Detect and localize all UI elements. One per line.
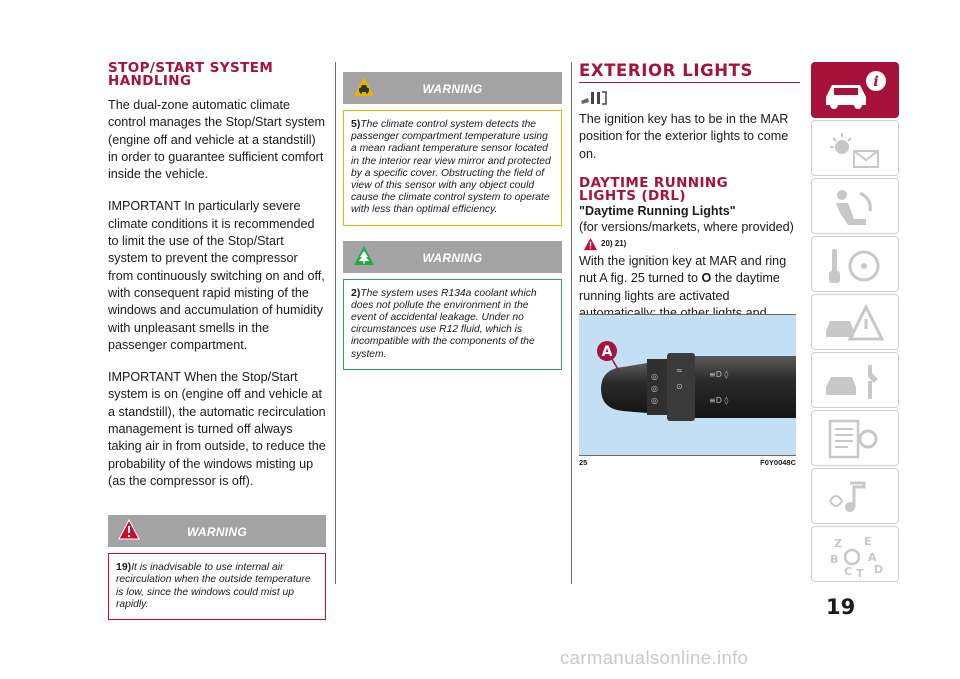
- section-heading-drl: DAYTIME RUNNING LIGHTS (DRL): [579, 174, 729, 204]
- column-warnings: [343, 62, 562, 370]
- warning-header-2: [343, 241, 562, 273]
- figure-caption: [579, 458, 796, 467]
- light-switch-icon: [579, 90, 607, 106]
- figure-label-a: A: [601, 344, 613, 360]
- svg-text:⊙: ⊙: [676, 382, 683, 391]
- warning-body: The system uses R134a coolant which does not pollute the environment in the event of accidental leakage. Under no circumstances use R12 fluid, which is incompatible with the components of the system.: [351, 287, 537, 360]
- specifications-icon: [820, 415, 890, 463]
- figure-code: F0Y0048C: [760, 458, 796, 467]
- warning-box-5: [343, 110, 562, 226]
- warning-title: WARNING: [186, 525, 248, 540]
- car-warning-icon: [820, 299, 890, 347]
- warning-text-5: [351, 118, 555, 217]
- warning-box-19: [108, 553, 326, 620]
- car-service-icon: [820, 357, 890, 405]
- warning-text-2: [351, 287, 555, 361]
- chapter-sidebar: [811, 62, 899, 584]
- sidebar-item-dashboard[interactable]: [811, 120, 899, 176]
- svg-text:i: i: [873, 74, 879, 90]
- warning-text-19: [116, 561, 319, 611]
- light-stalk-illustration: [579, 315, 796, 455]
- drl-position-symbol: O: [701, 271, 712, 286]
- drl-versions-note: (for versions/markets, where provided): [579, 219, 794, 234]
- sidebar-item-maintenance[interactable]: [811, 352, 899, 408]
- warning-box-2: [343, 279, 562, 370]
- column-stop-start: [108, 62, 326, 620]
- column-divider-right: [571, 62, 572, 584]
- svg-text:≡D ◊: ≡D ◊: [709, 396, 729, 405]
- warning-triangle-icon: [583, 237, 598, 252]
- sidebar-item-technical-specs[interactable]: [811, 410, 899, 466]
- page-number: 19: [826, 595, 856, 619]
- sidebar-item-starting-driving[interactable]: [811, 236, 899, 292]
- alphabetical-index-icon: [820, 531, 890, 579]
- paragraph-exterior-intro: The ignition key has to be in the MAR position for the exterior lights to come on.: [579, 112, 789, 161]
- paragraph-important-recirculation: IMPORTANT When the Stop/Start system is on (engine off and vehicle at a standstill), the automatic recirculation management is turned off always taking air in from outside, to reduce the probability of the windows misting up (as the compressor is off).: [108, 370, 326, 488]
- svg-text:≈: ≈: [676, 366, 683, 375]
- drl-refs: 20) 21): [601, 239, 627, 249]
- warning-number: 19): [116, 561, 132, 574]
- warning-title: WARNING: [422, 82, 483, 96]
- column-exterior-lights: [579, 62, 800, 340]
- warning-number: 2): [351, 286, 361, 299]
- svg-text:◎: ◎: [651, 384, 658, 393]
- warning-header-19: [108, 515, 326, 547]
- svg-text:E: E: [864, 535, 872, 548]
- section-heading-stop-start: STOP/START SYSTEM HANDLING: [108, 60, 274, 89]
- watermark: carmanualsonline.info: [560, 647, 749, 668]
- sidebar-item-knowing-car[interactable]: [811, 62, 899, 118]
- warning-header-5: [343, 72, 562, 104]
- sidebar-item-emergency[interactable]: [811, 294, 899, 350]
- warning-body: The climate control system detects the passenger compartment temperature using a mean radiant temperature sensor located in the interior rear view mirror and protected by a specific cover. Obstructing the field of view of this sensor with any object could cause the climate control system to operate with less than optimal efficiency.: [351, 119, 551, 216]
- airbag-seat-icon: [820, 183, 890, 231]
- key-steering-wheel-icon: [820, 241, 890, 289]
- svg-text:Z: Z: [834, 537, 842, 550]
- paragraph-important-severe: IMPORTANT In particularly severe climate conditions it is recommended to limit the use of the Stop/Start system to prevent the compressor from continuously switching on and off, with consequent rapid misting of the windows and accumulation of humidity with unpleasant smells in the passenger compartment.: [108, 199, 325, 352]
- dashboard-lights-icon: [820, 125, 890, 173]
- drl-refs-row: [579, 236, 800, 253]
- svg-text:≡D ◊: ≡D ◊: [709, 370, 729, 379]
- drl-quoted-title: "Daytime Running Lights": [579, 203, 736, 218]
- paragraph-drl-body: With the ignition key at MAR and ring nut A fig. 25 turned to O the daytime running lights are activated: [579, 254, 787, 303]
- figure-light-stalk: [579, 314, 796, 456]
- paragraph-climate-control: The dual-zone automatic climate control manages the Stop/Start system (engine off and vehicle at a standstill) in order to guarantee sufficient comfort inside the vehicle.: [108, 98, 325, 182]
- svg-text:C: C: [844, 565, 853, 578]
- warning-number: 5): [351, 118, 361, 130]
- warning-title: WARNING: [422, 250, 483, 265]
- sidebar-item-safety[interactable]: [811, 178, 899, 234]
- sidebar-item-multimedia[interactable]: [811, 468, 899, 524]
- svg-text:◎: ◎: [651, 396, 658, 405]
- multimedia-icon: [820, 473, 890, 521]
- sidebar-item-index[interactable]: [811, 526, 899, 582]
- svg-text:A: A: [868, 551, 877, 564]
- section-heading-exterior-lights: EXTERIOR LIGHTS: [579, 61, 753, 80]
- column-divider-left: [335, 62, 336, 584]
- svg-text:D: D: [874, 563, 884, 576]
- warning-body: It is inadvisable to use internal air recirculation when the outside temperature is low, since the windows could mist up rapidly.: [116, 562, 311, 610]
- svg-text:B: B: [830, 553, 839, 566]
- svg-text:◎: ◎: [651, 372, 658, 381]
- car-info-icon: [820, 67, 890, 115]
- svg-text:T: T: [856, 567, 864, 579]
- figure-number: 25: [579, 458, 588, 467]
